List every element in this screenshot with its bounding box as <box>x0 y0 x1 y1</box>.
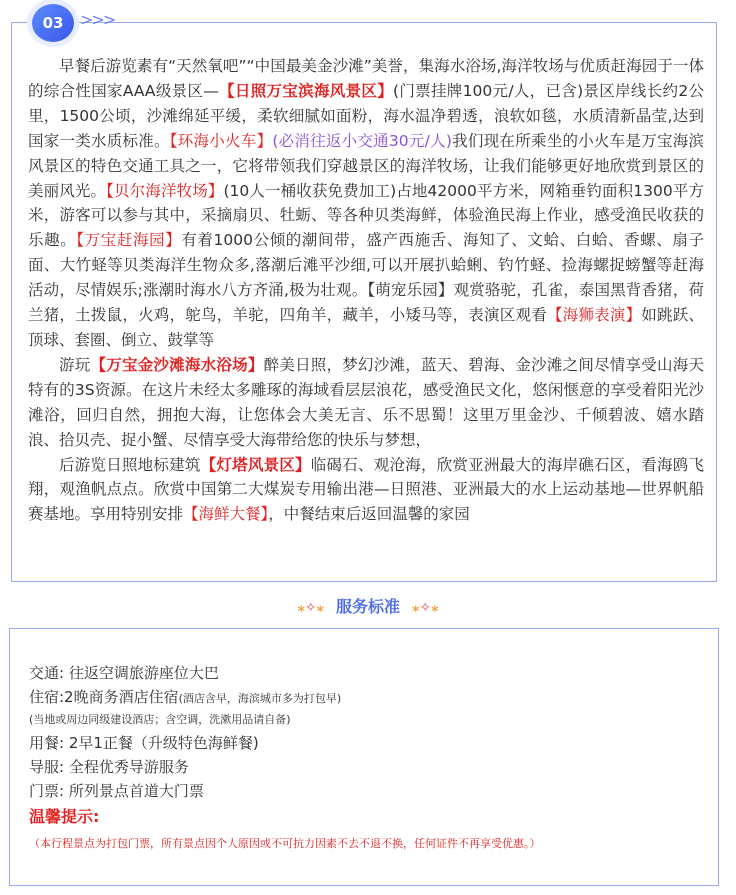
text-p2-0: 游玩 <box>59 355 91 374</box>
firework-right-icon: ⁎✧⁎ <box>412 600 439 616</box>
day-number: 03 <box>42 14 64 32</box>
service-lodging <box>29 685 709 709</box>
service-tickets: 门票: 所列景点首道大门票 <box>29 782 204 800</box>
chevron-right-icon: >>> <box>80 10 115 29</box>
itinerary-text <box>28 54 704 527</box>
highlight-p1-3: 【环海小火车】 <box>169 131 273 150</box>
itinerary-paragraph-2 <box>28 353 704 453</box>
service-lodging-detail: (当地或周边同级建设酒店；含空调，洗漱用品请自备) <box>29 713 291 726</box>
warning-title: 温馨提示: <box>29 807 100 826</box>
service-lodging-note: (酒店含早，海滨城市多为打包早) <box>178 692 342 705</box>
text-p2-2: 醉美日照，梦幻沙滩，蓝天、碧海、金沙滩之间尽情享受山海天特有的3S资源。在这片未经太多雕琢的海域看层层浪花，感受渔民文化，悠闲惬意的享受着阳光沙滩浴，回归自然，拥抱大海，让您体会大美无言、乐不思蜀！这里万里金沙、千倾碧波、嬉水踏浪、拾贝壳、捉小蟹、尽情享受大海带给您的快乐与梦想， <box>28 355 704 449</box>
service-standard-heading <box>0 594 736 617</box>
highlight-p1-1: 【日照万宝滨海风景区】 <box>218 81 394 100</box>
service-guide: 导服: 全程优秀导游服务 <box>29 758 189 776</box>
text-p1-5: 我们现在所乘坐的小火车是万宝海滨风景区的特色交通工具之一，它将带领我们穿越景区的海洋牧场，让我们能够更好地欣赏到景区的美丽风光。 <box>28 131 704 200</box>
service-title: 服务标准 <box>335 597 400 616</box>
highlight-p3-3: 【海鲜大餐】 <box>183 505 269 524</box>
text-p3-0: 后游览日照地标建筑 <box>59 455 201 474</box>
highlight-p1-10: 【海狮表演】 <box>546 306 642 325</box>
warning-text: （本行程景点为打包门票，所有景点因个人原因或不可抗力因素不去不退不换，任何证件不再享受优惠。） <box>29 837 541 850</box>
service-transport: 交通: 往返空调旅游座位大巴 <box>29 664 219 682</box>
highlight-p1-4: (必消往返小交通30元/人) <box>272 131 452 150</box>
text-p3-2: 临碣石、观沧海，欣赏亚洲最大的海岸礁石区，看海鸥飞翔，观渔帆点点。欣赏中国第二大煤炭专用输出港—日照港、亚洲最大的水上运动基地—世界帆船赛基地。享用特别安排 <box>28 455 704 524</box>
itinerary-paragraph-1 <box>28 54 704 353</box>
firework-left-icon: ⁎✧⁎ <box>297 600 324 616</box>
day-number-badge <box>32 4 74 42</box>
text-p1-2: (门票挂牌100元/人，已含)景区岸线长约2公里，1500公顷，沙滩绵延平缓，柔软细腻如面粉，海水温净碧透，浪软如毯，水质清新晶莹,达到国家一类水质标准。 <box>28 81 704 150</box>
text-p1-7: (10人一桶收获免费加工)占地42000平方米，网箱垂钓面积1300平方米，游客可以参与其中，采摘扇贝、牡蛎、等各种贝类海鲜，体验渔民海上作业，感受渔民收获的乐趣。 <box>28 181 704 250</box>
service-list <box>29 661 709 855</box>
text-p1-0: 早餐后游览素有“天然氧吧”“中国最美金沙滩”美誉，集海水浴场,海洋牧场与优质赶海园于一体的综合性国家AAA级景区— <box>28 57 704 100</box>
highlight-p3-1: 【灯塔风景区】 <box>200 455 311 474</box>
text-p1-11: 如跳跃、顶球、套圈、倒立、鼓掌等 <box>28 306 704 349</box>
text-p3-4: ，中餐结束后返回温馨的家园 <box>268 505 470 524</box>
itinerary-paragraph-3 <box>28 453 704 528</box>
text-p1-9: 有着1000公倾的潮间带，盛产西施舌、海知了、文蛤、白蛤、香螺、扇子面、大竹蛏等贝类海洋生物众多,落潮后滩平沙细,可以开展扒蛤蜊、钓竹蛏、捡海螺捉螃蟹等赶海活动，尽情娱乐;涨潮时海水八方齐涌,极为壮观。【萌宠乐园】观赏骆驼，孔雀，泰国黑背香猪，荷兰猪，土拨鼠，火鸡，鸵鸟，羊驼，四角羊，藏羊，小矮马等，表演区观看 <box>28 231 704 325</box>
service-lodging-label: 住宿:2晚商务酒店住宿 <box>29 688 179 706</box>
service-meals: 用餐: 2早1正餐（升级特色海鲜餐) <box>29 734 259 752</box>
highlight-p1-6: 【贝尔海洋牧场】 <box>106 181 224 200</box>
highlight-p2-1: 【万宝金沙滩海水浴场】 <box>90 355 264 374</box>
highlight-p1-8: 【万宝赶海园】 <box>76 231 182 250</box>
